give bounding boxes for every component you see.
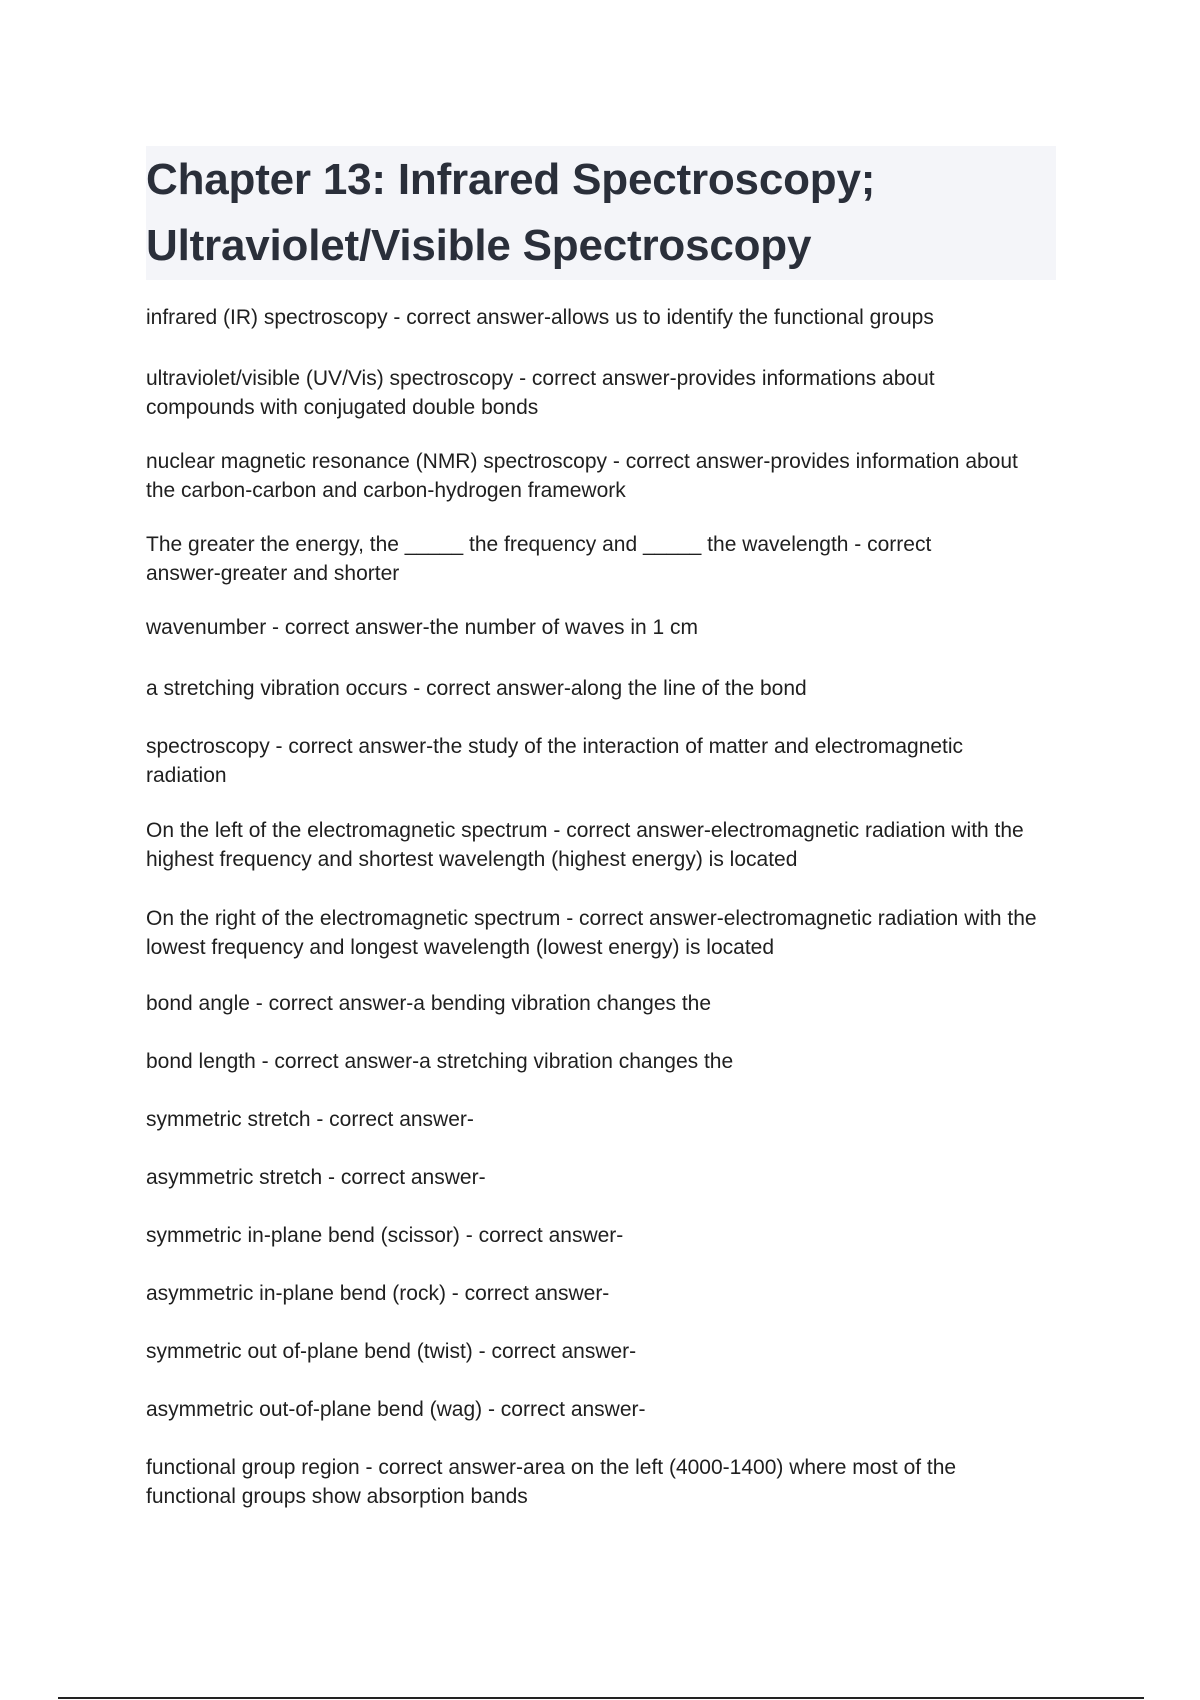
flashcard-entry: symmetric stretch - correct answer-: [146, 1108, 474, 1131]
flashcard-entry: a stretching vibration occurs - correct answer-along the line of the bond: [146, 677, 807, 700]
flashcard-list: [146, 303, 1066, 1511]
flashcard-entry: bond length - correct answer-a stretching vibration changes the: [146, 1050, 734, 1073]
flashcard-entry: symmetric out of-plane bend (twist) - correct answer-: [146, 1340, 637, 1363]
flashcard-entry: On the left of the electromagnetic spectrum - correct answer-electromagnetic radiation with the highest frequency and shortest wavelength (highest energy) is located: [146, 819, 1024, 871]
flashcard-entry: bond angle - correct answer-a bending vibration changes the: [146, 992, 712, 1015]
flashcard-entry: nuclear magnetic resonance (NMR) spectroscopy - correct answer-provides information about the carbon-carbon and carbon-hydrogen framework: [146, 450, 1018, 502]
flashcard-entry: asymmetric stretch - correct answer-: [146, 1166, 486, 1189]
flashcard-entry: infrared (IR) spectroscopy - correct answer-allows us to identify the functional groups: [146, 306, 934, 329]
flashcard-entry: spectroscopy - correct answer-the study of the interaction of matter and electromagnetic radiation: [146, 735, 964, 787]
flashcard-entry: ultraviolet/visible (UV/Vis) spectroscopy - correct answer-provides informations about compounds with conjugated double bonds: [146, 367, 935, 419]
footer-divider: [58, 1697, 1144, 1699]
flashcard-entry: wavenumber - correct answer-the number of waves in 1 cm: [146, 616, 699, 639]
flashcard-entry: symmetric in-plane bend (scissor) - correct answer-: [146, 1224, 624, 1247]
flashcard-entry: functional group region - correct answer-area on the left (4000-1400) where most of the functional groups show absorption bands: [146, 1456, 957, 1508]
flashcard-entry: On the right of the electromagnetic spectrum - correct answer-electromagnetic radiation with the lowest frequency and longest wavelength (lowest energy) is located: [146, 907, 1037, 959]
title-block: [146, 146, 1056, 280]
flashcard-entry: asymmetric out-of-plane bend (wag) - correct answer-: [146, 1398, 646, 1421]
page-title: Chapter 13: Infrared Spectroscopy; Ultraviolet/Visible Spectroscopy: [146, 155, 876, 270]
flashcard-entry: asymmetric in-plane bend (rock) - correct answer-: [146, 1282, 610, 1305]
flashcard-entry: The greater the energy, the _____ the frequency and _____ the wavelength - correct answer-greater and shorter: [146, 533, 932, 585]
